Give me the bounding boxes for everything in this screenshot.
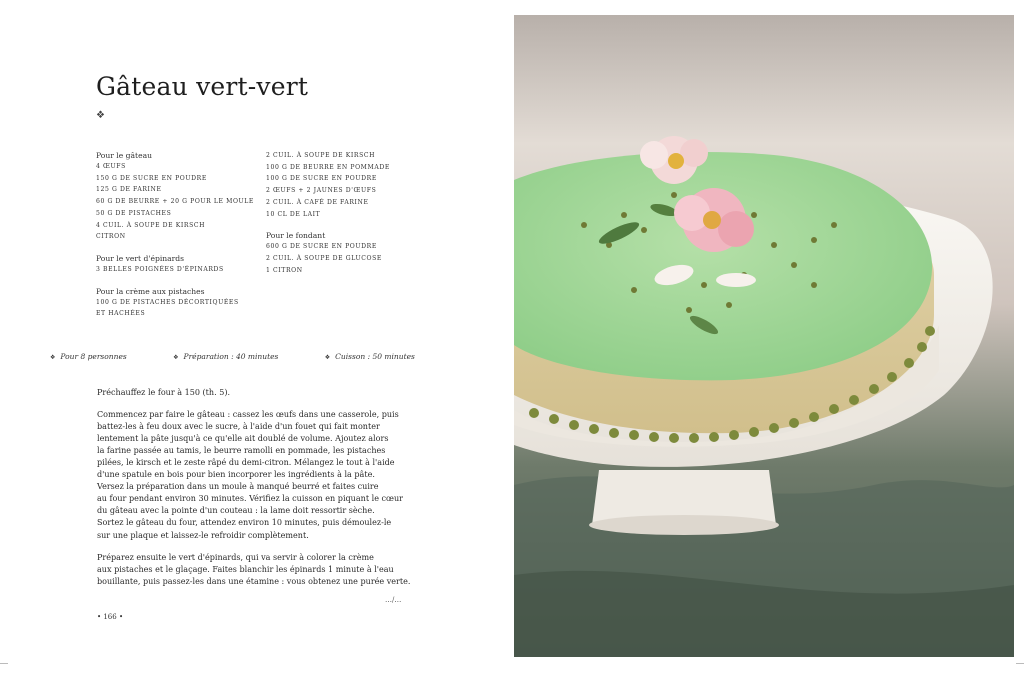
prep-time-info bbox=[173, 352, 300, 361]
group-heading: Pour la crème aux pistaches bbox=[96, 286, 205, 296]
cake-icing bbox=[514, 152, 932, 380]
ingredient-item: 2 CUIL. À CAFÉ DE FARINE bbox=[266, 198, 369, 206]
text-line: Commencez par faire le gâteau : cassez les œufs dans une casserole, puis bbox=[97, 410, 399, 420]
bullet-icon: ❖ bbox=[173, 354, 179, 361]
cake-photo-svg bbox=[514, 15, 1014, 657]
text-line: Préchauffez le four à 150 (th. 5). bbox=[97, 388, 231, 397]
servings-info bbox=[50, 352, 149, 361]
ingredient-group bbox=[96, 253, 271, 276]
ingredient-item: 4 ŒUFS bbox=[96, 163, 126, 170]
ingredient-item: 100 G DE BEURRE EN POMMADE bbox=[266, 163, 390, 171]
recipe-meta bbox=[50, 352, 459, 361]
ingredient-item: 10 CL DE LAIT bbox=[266, 210, 321, 218]
continued-marker: …/… bbox=[385, 596, 402, 604]
ornament-icon: ❖ bbox=[96, 110, 105, 121]
page-number: • 166 • bbox=[97, 613, 124, 621]
ingredient-item: 2 ŒUFS + 2 JAUNES D'ŒUFS bbox=[266, 187, 377, 195]
cook-time-text: Cuisson : 50 minutes bbox=[335, 352, 415, 361]
ingredient-group bbox=[96, 150, 271, 243]
ingredient-item: 600 G DE SUCRE EN POUDRE bbox=[266, 243, 377, 251]
ingredient-item: CITRON bbox=[96, 233, 126, 241]
instruction-paragraph bbox=[97, 387, 397, 399]
ingredient-item: 2 CUIL. À SOUPE DE GLUCOSE bbox=[266, 254, 382, 262]
text-line: au four pendant environ 30 minutes. Vérifiez la cuisson en piquant le cœur bbox=[97, 494, 404, 504]
bullet-icon: ❖ bbox=[324, 354, 331, 361]
crop-mark bbox=[0, 663, 8, 664]
text-line: d'une spatule en bois pour bien incorporer les ingrédients à la pâte. bbox=[97, 470, 375, 480]
text-line: lentement la pâte jusqu'à ce qu'elle ait doublé de volume. Ajoutez alors bbox=[97, 434, 389, 444]
recipe-instructions bbox=[97, 387, 411, 598]
servings-text: Pour 8 personnes bbox=[60, 352, 127, 361]
ingredient-group bbox=[266, 150, 441, 220]
cake-stand-foot bbox=[589, 515, 779, 535]
ingredient-item: 125 G DE FARINE bbox=[96, 186, 162, 194]
ingredient-item: 3 BELLES POIGNÉES D'ÉPINARDS bbox=[96, 265, 224, 273]
group-heading: Pour le fondant bbox=[266, 231, 326, 241]
text-line: Préparez ensuite le vert d'épinards, qui va servir à colorer la crème bbox=[97, 552, 374, 562]
ingredient-item: 4 CUIL. À SOUPE DE KIRSCH bbox=[96, 221, 206, 229]
text-line: battez-les à feu doux avec le sucre, à l'aide d'un fouet qui fait monter bbox=[97, 422, 380, 432]
text-line: pilées, le kirsch et le zeste râpé du demi-citron. Mélangez le tout à l'aide bbox=[97, 458, 395, 468]
ingredient-item: 100 G DE PISTACHES DÉCORTIQUÉES bbox=[96, 298, 239, 306]
group-heading: Pour le vert d'épinards bbox=[96, 253, 185, 263]
instruction-paragraph bbox=[97, 552, 411, 588]
instruction-paragraph bbox=[97, 409, 404, 542]
ingredient-item: 50 G DE PISTACHES bbox=[96, 209, 172, 217]
recipe-title: Gâteau vert-vert bbox=[96, 72, 309, 101]
prep-time-text: Préparation : 40 minutes bbox=[183, 352, 279, 361]
ingredient-item: 60 G DE BEURRE + 20 G POUR LE MOULE bbox=[96, 198, 254, 206]
text-line: aux pistaches et le glaçage. Faites blanchir les épinards 1 minute à l'eau bbox=[97, 564, 394, 574]
ingredient-item: ET HACHÉES bbox=[96, 310, 146, 318]
ingredient-item: 100 G DE SUCRE EN POUDRE bbox=[266, 175, 377, 183]
text-line: Versez la préparation dans un moule à manqué beurré et faites cuire bbox=[97, 482, 379, 492]
crop-mark bbox=[1016, 663, 1024, 664]
ingredients-column-left bbox=[96, 150, 271, 330]
ingredient-item: 150 G DE SUCRE EN POUDRE bbox=[96, 174, 207, 182]
ingredient-item: 2 CUIL. À SOUPE DE KIRSCH bbox=[266, 152, 376, 159]
ingredients-column-right bbox=[266, 150, 441, 286]
group-heading: Pour le gâteau bbox=[96, 151, 152, 160]
text-line: la farine passée au tamis, le beurre ramolli en pommade, les pistaches bbox=[97, 446, 386, 456]
text-line: sur une plaque et laissez-le refroidir complètement. bbox=[97, 530, 309, 540]
ingredient-group bbox=[96, 286, 271, 320]
cake-photo bbox=[514, 15, 1014, 657]
ingredient-group bbox=[266, 230, 441, 276]
text-line: bouillante, puis passez-les dans une étamine : vous obtenez une purée verte. bbox=[97, 576, 411, 586]
cook-time-info bbox=[325, 352, 437, 361]
bullet-icon: ❖ bbox=[50, 354, 56, 361]
ingredient-item: 1 CITRON bbox=[266, 266, 303, 274]
text-line: du gâteau avec la pointe d'un couteau : la lame doit ressortir sèche. bbox=[97, 506, 375, 516]
text-line: Sortez le gâteau du four, attendez environ 10 minutes, puis démoulez-le bbox=[97, 518, 392, 528]
